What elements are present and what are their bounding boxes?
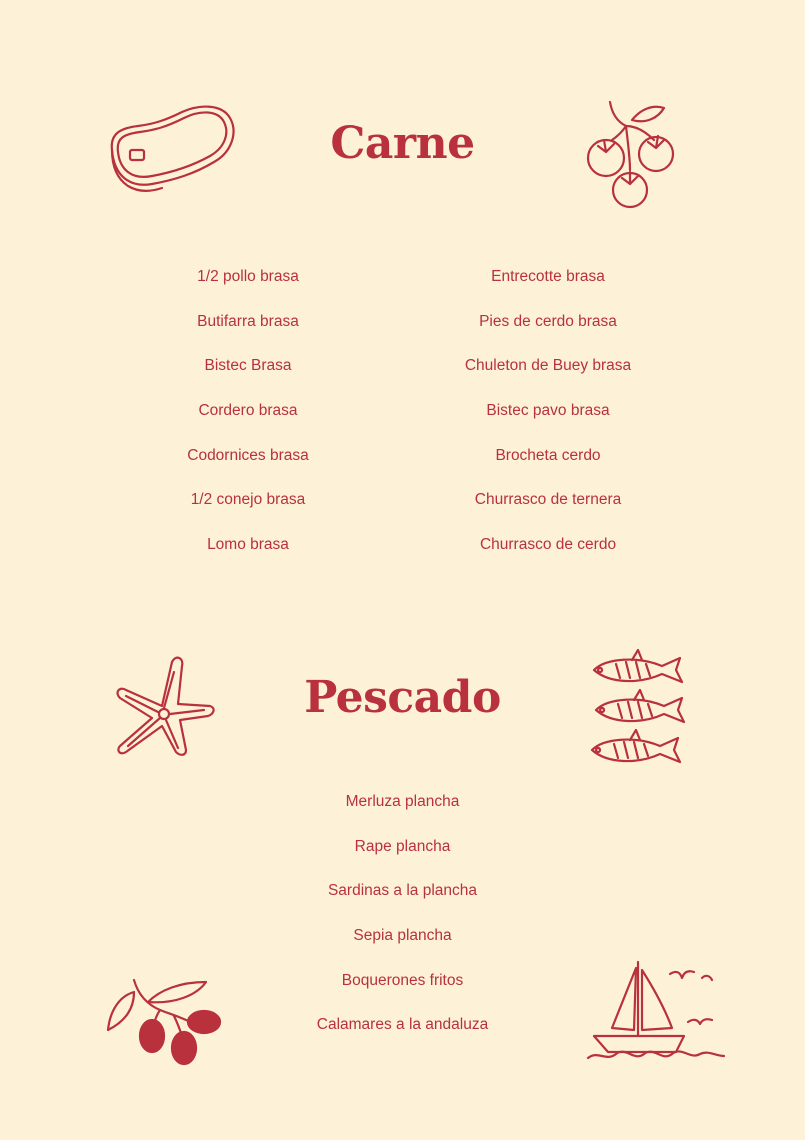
list-item: Entrecotte brasa xyxy=(491,268,605,285)
list-item: Rape plancha xyxy=(354,837,451,855)
list-item: Merluza plancha xyxy=(345,793,460,810)
list-item: Lomo brasa xyxy=(207,536,289,554)
list-item: Sardinas a la plancha xyxy=(327,882,478,900)
list-item: Bistec pavo brasa xyxy=(486,402,610,420)
sailboat-icon xyxy=(584,958,730,1068)
list-item: Sepia plancha xyxy=(353,927,452,945)
sardines-icon xyxy=(586,648,688,772)
list-item: Codornices brasa xyxy=(187,446,309,464)
tomatoes-icon xyxy=(582,96,682,214)
list-item: Calamares a la andaluza xyxy=(316,1016,489,1034)
list-item: Butifarra brasa xyxy=(197,312,299,330)
steak-icon xyxy=(104,102,240,198)
list-item: Cordero brasa xyxy=(198,402,298,420)
list-item: Churrasco de cerdo xyxy=(479,536,617,554)
carne-title: Carne xyxy=(330,118,475,169)
carne-right-list xyxy=(398,267,698,580)
list-item: Brocheta cerdo xyxy=(495,446,601,464)
list-item: 1/2 pollo brasa xyxy=(197,268,299,285)
list-item: Churrasco de ternera xyxy=(474,491,622,509)
list-item: Chuleton de Buey brasa xyxy=(464,357,632,375)
list-item: Bistec Brasa xyxy=(204,357,292,375)
list-item: 1/2 conejo brasa xyxy=(190,491,306,509)
list-item: Pies de cerdo brasa xyxy=(479,312,617,330)
carne-left-list xyxy=(98,267,398,580)
olives-icon xyxy=(104,974,226,1066)
starfish-icon xyxy=(112,652,218,760)
pescado-title: Pescado xyxy=(304,672,501,723)
list-item: Boquerones fritos xyxy=(341,971,464,989)
